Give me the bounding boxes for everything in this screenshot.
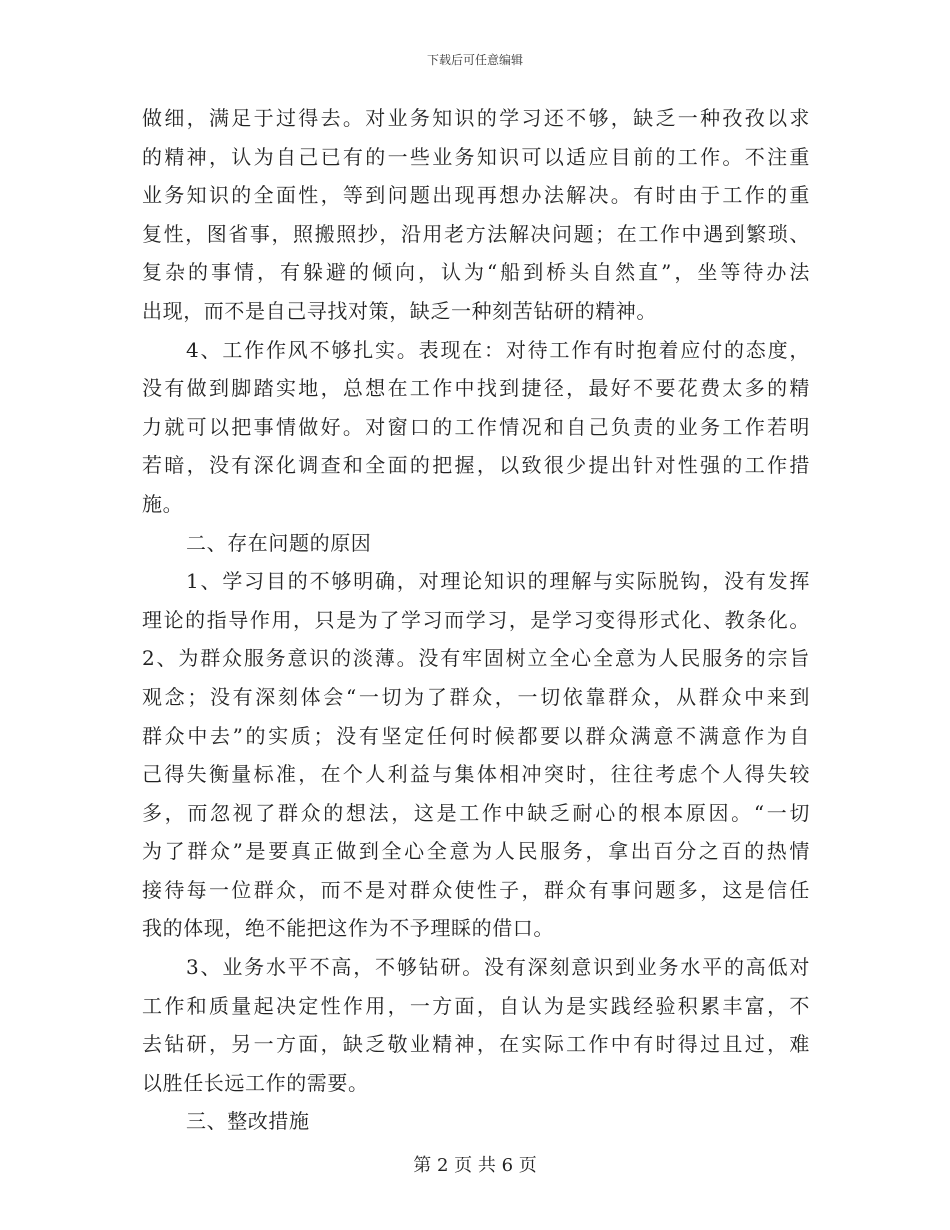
text-line: 的精神，认为自己已有的一些业务知识可以适应目前的工作。不注重 [142, 144, 810, 169]
text-line: 工作和质量起决定性作用，一方面，自认为是实践经验积累丰富，不 [142, 993, 810, 1018]
text-line: 1、学习目的不够明确，对理论知识的理解与实际脱钩，没有发挥 [186, 569, 810, 594]
text-line: 2、为群众服务意识的淡薄。没有牢固树立全心全意为人民服务的宗旨 [142, 646, 810, 671]
text-line: 复性，图省事，照搬照抄，沿用老方法解决问题；在工作中遇到繁琐、 [142, 221, 810, 246]
text-line: 施。 [142, 491, 184, 516]
text-line: 业务知识的全面性，等到问题出现再想办法解决。有时由于工作的重 [142, 183, 810, 208]
text-line: 接待每一位群众，而不是对群众使性子，群众有事问题多，这是信任 [142, 877, 810, 902]
document-body [142, 99, 810, 1141]
section-heading: 二、存在问题的原因 [186, 530, 372, 555]
text-line: 复杂的事情，有躲避的倾向，认为“船到桥头自然直”，坐等待办法 [142, 260, 810, 285]
text-line: 没有做到脚踏实地，总想在工作中找到捷径，最好不要花费太多的精 [142, 376, 810, 401]
section-heading: 三、整改措施 [186, 1109, 310, 1134]
text-line: 力就可以把事情做好。对窗口的工作情况和自己负责的业务工作若明 [142, 414, 810, 439]
page-number: 第 2 页 共 6 页 [413, 1155, 537, 1176]
text-line: 4、工作作风不够扎实。表现在：对待工作有时抱着应付的态度， [186, 337, 810, 362]
text-line: 去钻研，另一方面，缺乏敬业精神，在实际工作中有时得过且过，难 [142, 1032, 810, 1057]
text-line: 我的体现，绝不能把这作为不予理睬的借口。 [142, 916, 554, 941]
text-line: 以胜任长远工作的需要。 [142, 1070, 369, 1095]
page-header: 下载后可任意编辑 [426, 53, 523, 67]
text-line: 做细，满足于过得去。对业务知识的学习还不够，缺乏一种孜孜以求 [142, 106, 810, 130]
text-line: 为了群众”是要真正做到全心全意为人民服务，拿出百分之百的热情 [142, 839, 810, 864]
text-line: 3、业务水平不高，不够钻研。没有深刻意识到业务水平的高低对 [186, 955, 810, 980]
text-line: 己得失衡量标准，在个人利益与集体相冲突时，往往考虑个人得失较 [142, 762, 810, 787]
text-line: 多，而忽视了群众的想法，这是工作中缺乏耐心的根本原因。“一切 [142, 800, 810, 825]
text-line: 观念；没有深刻体会“一切为了群众，一切依靠群众，从群众中来到 [142, 684, 810, 709]
text-line: 理论的指导作用，只是为了学习而学习，是学习变得形式化、教条化。 [142, 607, 810, 632]
text-line: 出现，而不是自己寻找对策，缺乏一种刻苦钻研的精神。 [142, 298, 657, 323]
text-line: 群众中去”的实质；没有坚定任何时候都要以群众满意不满意作为自 [142, 723, 810, 748]
text-line: 若暗，没有深化调查和全面的把握，以致很少提出针对性强的工作措 [142, 453, 810, 478]
